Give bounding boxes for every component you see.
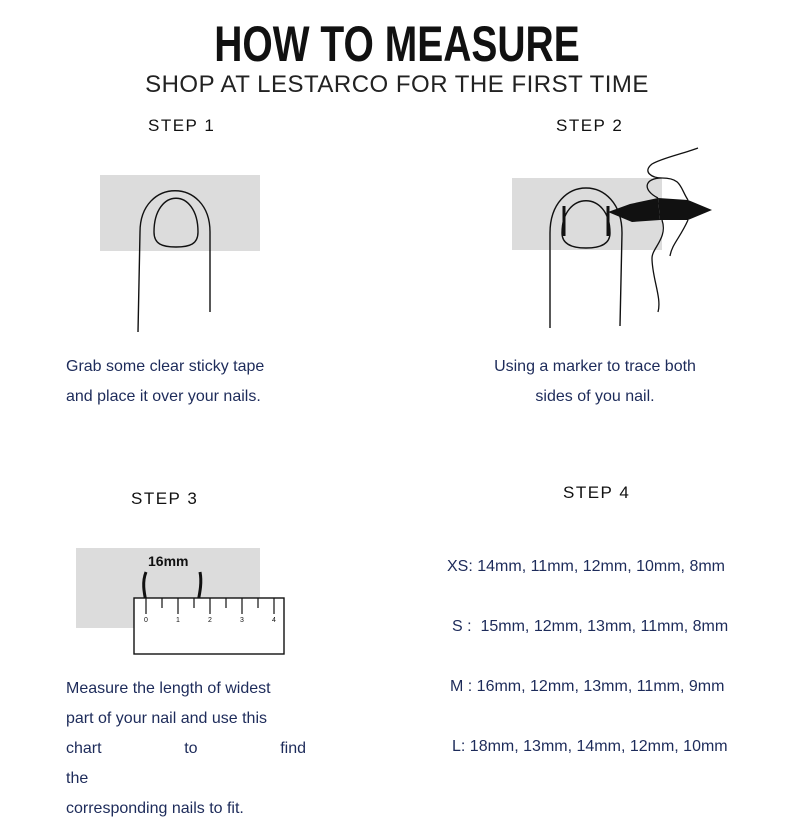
marker-cap — [658, 198, 712, 220]
ruler-tick-label: 0 — [144, 617, 148, 624]
size-row-m — [450, 677, 724, 697]
step-3-label: STEP 3 — [131, 489, 199, 508]
step-2-label: STEP 2 — [556, 116, 624, 135]
ruler-body — [134, 598, 284, 654]
desc-line: chart to find the — [66, 740, 306, 787]
size-name: L — [452, 738, 461, 755]
ruler-tick-label: 3 — [240, 617, 244, 624]
step-3-description — [66, 674, 306, 824]
step-1-description — [66, 352, 306, 412]
desc-line: part of your nail and use this — [66, 710, 268, 727]
size-values: 18mm, 13mm, 14mm, 12mm, 10mm — [469, 738, 728, 755]
size-name: M — [450, 678, 464, 695]
size-row-l — [452, 737, 728, 757]
size-name: S — [452, 618, 463, 635]
step-3-ruler-illustration — [76, 546, 288, 656]
step-1-finger-illustration — [100, 172, 262, 332]
measure-label: 16mm — [148, 553, 189, 569]
size-values: 16mm, 12mm, 13mm, 11mm, 9mm — [476, 678, 725, 695]
size-separator: : — [460, 738, 470, 755]
desc-line: corresponding nails to fit. — [66, 800, 244, 817]
size-separator: : — [463, 678, 477, 695]
size-separator: : — [462, 618, 477, 635]
desc-line: and place it over your nails. — [66, 388, 261, 405]
page-subtitle: SHOP AT LESTARCO FOR THE FIRST TIME — [145, 71, 649, 98]
desc-line: Measure the length of widest — [66, 680, 271, 697]
ruler-tick-label: 2 — [208, 617, 212, 624]
size-row-xs — [447, 557, 725, 577]
page-title: HOW TO MEASURE — [214, 16, 580, 72]
step-4-label: STEP 4 — [563, 483, 631, 502]
size-values: 14mm, 11mm, 12mm, 10mm, 8mm — [477, 558, 725, 575]
desc-line: Using a marker to trace both — [494, 358, 696, 375]
size-row-s — [452, 617, 728, 637]
ruler-tick-label: 4 — [272, 617, 276, 624]
ruler-tick-label: 1 — [176, 617, 180, 624]
tape-rect — [100, 175, 260, 251]
step-2-marker-illustration — [512, 148, 732, 330]
step-2-description — [470, 352, 720, 412]
desc-line: Grab some clear sticky tape — [66, 358, 265, 375]
step-1-label: STEP 1 — [148, 116, 216, 135]
size-separator: : — [468, 558, 473, 575]
size-values: 15mm, 12mm, 13mm, 11mm, 8mm — [480, 618, 729, 635]
desc-line: sides of you nail. — [535, 388, 655, 405]
size-name: XS — [447, 558, 469, 575]
